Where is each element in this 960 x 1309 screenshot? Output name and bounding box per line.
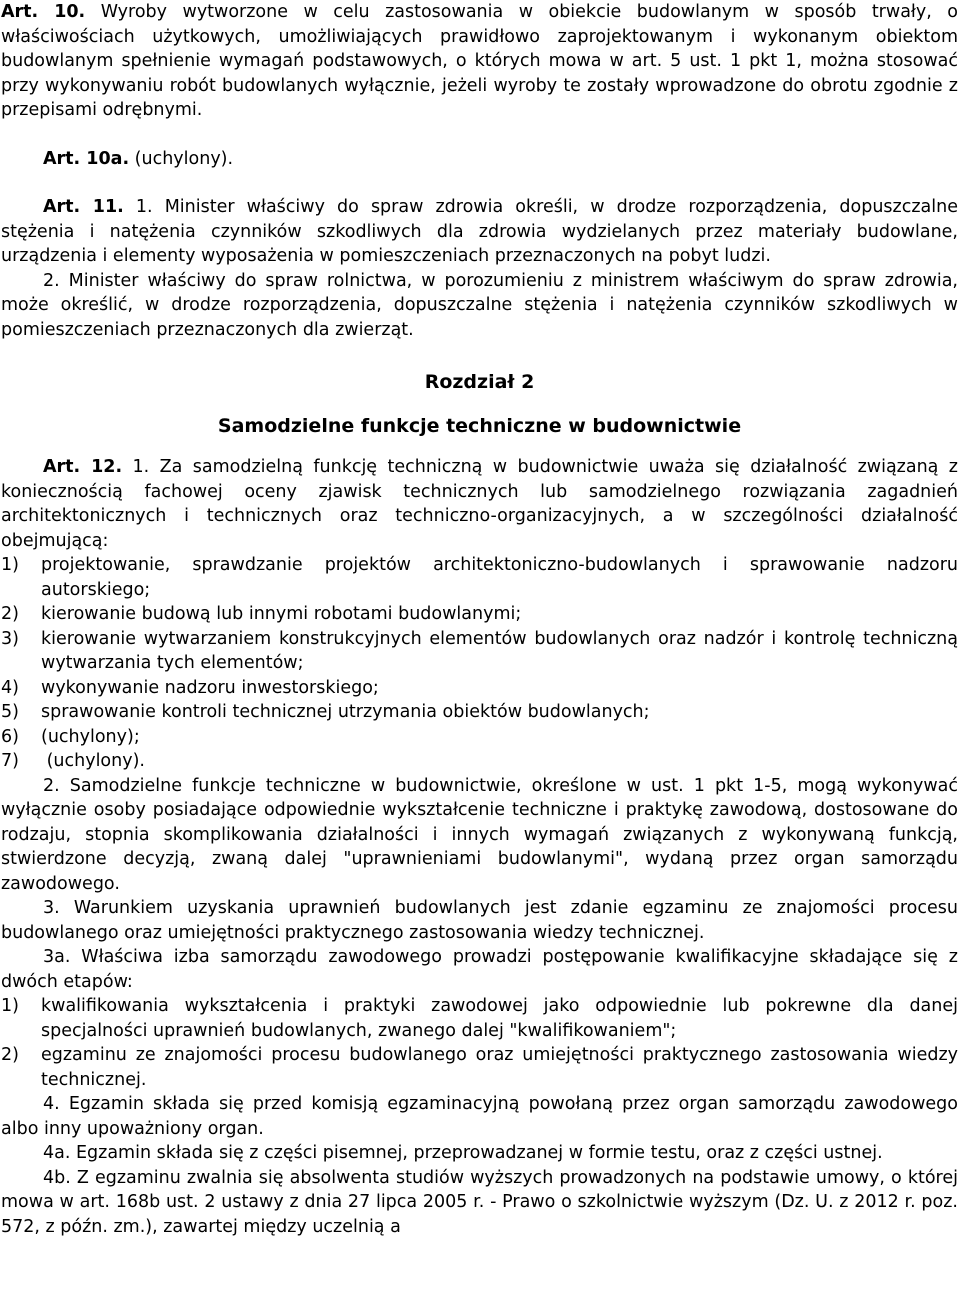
- chapter-number: Rozdział 2: [424, 371, 535, 393]
- article-label: Art. 10.: [1, 2, 86, 22]
- article-label: Art. 10a.: [43, 148, 130, 169]
- list-item: 1) projektowanie, sprawdzanie projektów architektoniczno-budowlanych i sprawowanie nadzoru autorskiego;: [1, 555, 958, 600]
- art-12-par-4a: 4a. Egzamin składa się z części pisemnej, przeprowadzanej w formie testu, oraz z części ustnej.: [43, 1143, 883, 1163]
- art-12-par-3: 3. Warunkiem uzyskania uprawnień budowlanych jest zdanie egzaminu ze znajomości procesu budowlanego oraz umiejętności praktycznego zastosowania wiedzy technicznej.: [1, 898, 958, 943]
- article-label: Art. 11.: [43, 197, 124, 217]
- art-10: [1, 0, 958, 123]
- art-12-par-4: 4. Egzamin składa się przed komisją egzaminacyjną powołaną przez organ samorządu zawodowego albo inny upoważniony organ.: [1, 1094, 958, 1139]
- art-12-par-1: [1, 455, 958, 553]
- art-12-par-3a: 3a. Właściwa izba samorządu zawodowego prowadzi postępowanie kwalifikacyjne składające się z dwóch etapów:: [1, 947, 958, 992]
- list-item: 6) (uchylony);: [1, 726, 140, 747]
- paragraph-text: 1. Za samodzielną funkcję techniczną w budownictwie uważa się działalność związaną z koniecznością fachowej oceny zjawisk technicznych lub samodzielnego rozwiązania zagadnień architektonicznych i technicznych oraz techniczno-organizacyjnych, a w szczególności działalność obejmującą:: [1, 457, 958, 551]
- art-12-par-3a-list: [1, 994, 958, 1092]
- art-12-par-4b: 4b. Z egzaminu zwalnia się absolwenta studiów wyższych prowadzonych na podstawie umowy, o której mowa w art. 168b ust. 2 ustawy z dnia 27 lipca 2005 r. - Prawo o szkolnictwie wyższym (Dz. U. z 2012 r. poz. 572, z późn. zm.), zawartej między uczelnią a: [1, 1167, 958, 1237]
- list-item: 7) (uchylony).: [1, 751, 145, 771]
- art-10a: [1, 147, 958, 172]
- article-text: (uchylony).: [134, 148, 234, 169]
- list-item: 1) kwalifikowania wykształcenia i praktyki zawodowej jako odpowiednie lub pokrewne dla danej specjalności uprawnień budowlanych, zwanego dalej "kwalifikowaniem";: [1, 996, 958, 1041]
- art-11-par-1: [1, 195, 958, 269]
- list-item: 3) kierowanie wytwarzaniem konstrukcyjnych elementów budowlanych oraz nadzór i kontrolę techniczną wytwarzania tych elementów;: [1, 628, 958, 673]
- article-text: Wyroby wytworzone w celu zastosowania w obiekcie budowlanym w sposób trwały, o właściwościach użytkowych, umożliwiających prawidłowo zaprojektowanym i wykonanym obiektom budowlanym spełnienie wymagań podstawowych, o których mowa w art. 5 ust. 1 pkt 1, można stosować przy wykonywaniu robót budowlanych wyłącznie, jeżeli wyroby te zostały wprowadzone do obrotu zgodnie z przepisami odrębnymi.: [1, 2, 958, 120]
- article-label: Art. 12.: [43, 457, 123, 477]
- list-item: 2) kierowanie budową lub innymi robotami budowlanymi;: [1, 604, 522, 624]
- list-item: 2) egzaminu ze znajomości procesu budowlanego oraz umiejętności praktycznego zastosowania wiedzy technicznej.: [1, 1045, 958, 1090]
- list-item: 5) sprawowanie kontroli technicznej utrzymania obiektów budowlanych;: [1, 702, 650, 722]
- art-12-par-2: 2. Samodzielne funkcje techniczne w budownictwie, określone w ust. 1 pkt 1-5, mogą wykonywać wyłącznie osoby posiadające odpowiednie wykształcenie techniczne i praktykę zawodową, dostosowane do rodzaju, stopnia skomplikowania działalności i innych wymagań związanych z wykonywaną funkcją, stwierdzone decyzją, zwaną dalej "uprawnieniami budowlanymi", wydaną przez organ samorządu zawodowego.: [1, 775, 958, 894]
- list-item: 4) wykonywanie nadzoru inwestorskiego;: [1, 677, 379, 698]
- art-12-par-1-list: [1, 553, 958, 774]
- art-11-par-2: 2. Minister właściwy do spraw rolnictwa, w porozumieniu z ministrem właściwym do spraw zdrowia, może określić, w drodze rozporządzenia, dopuszczalne stężenia i natężenia czynników szkodliwych w pomieszczeniach przeznaczonych dla zwierząt.: [1, 270, 958, 340]
- chapter-title: Samodzielne funkcje techniczne w budownictwie: [217, 414, 742, 437]
- paragraph-text: 1. Minister właściwy do spraw zdrowia określi, w drodze rozporządzenia, dopuszczalne stężenia i natężenia czynników szkodliwych dla zdrowia wydzielanych przez materiały budowlane, urządzenia i elementy wyposażenia w pomieszczeniach przeznaczonych na pobyt ludzi.: [1, 197, 958, 266]
